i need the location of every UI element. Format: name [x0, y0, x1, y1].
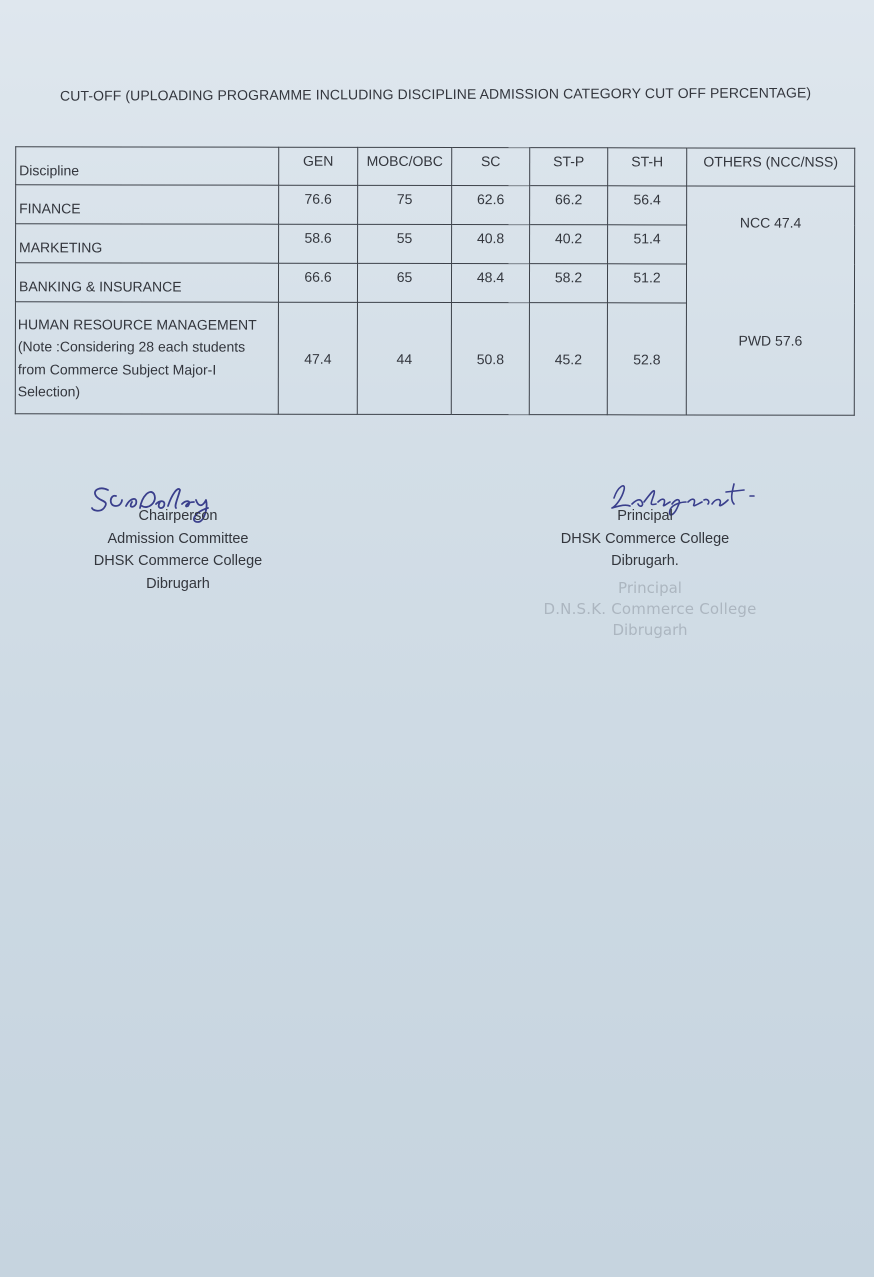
committee-name: Admission Committee — [107, 530, 249, 547]
header-others: OTHERS (NCC/NSS) — [687, 148, 855, 186]
cell-gen: 47.4 — [278, 302, 357, 414]
discipline-note-line: from Commerce Subject Major-I — [17, 360, 217, 378]
cell-gen: 58.6 — [279, 224, 358, 263]
cell-st-h: 52.8 — [607, 303, 686, 415]
chairperson-signature-block — [48, 505, 308, 595]
chairperson-title: Chairperson — [138, 508, 218, 524]
cell-st-h: 51.2 — [607, 264, 686, 303]
header-sc: SC — [452, 148, 530, 186]
cell-discipline: MARKETING — [16, 224, 279, 263]
cell-st-h: 51.4 — [608, 225, 687, 264]
others-ncc: NCC 47.4 — [739, 214, 802, 231]
header-gen: GEN — [279, 147, 358, 185]
header-st-h: ST-H — [608, 148, 687, 186]
cell-gen: 66.6 — [278, 263, 357, 302]
cell-discipline — [15, 302, 278, 414]
document-title: CUT-OFF (UPLOADING PROGRAMME INCLUDING DISCIPLINE ADMISSION CATEGORY CUT OFF PERCENTAGE) — [59, 84, 812, 104]
college-city: Dibrugarh. — [611, 553, 679, 569]
header-discipline: Discipline — [16, 147, 279, 185]
cutoff-table — [15, 146, 855, 415]
stamp-line: D.N.S.K. Commerce College — [543, 600, 757, 618]
college-name: DHSK Commerce College — [93, 553, 263, 569]
cell-sc: 50.8 — [451, 303, 529, 415]
stamp-line: Dibrugarh — [612, 621, 688, 639]
cell-st-p: 40.2 — [530, 225, 608, 264]
principal-stamp — [500, 578, 800, 641]
cell-mobc-obc: 55 — [358, 224, 452, 263]
cell-st-h: 56.4 — [608, 186, 687, 225]
principal-signature-block — [520, 505, 770, 573]
cell-gen: 76.6 — [279, 185, 358, 224]
others-pwd: PWD 57.6 — [738, 332, 803, 349]
principal-title: Principal — [617, 508, 673, 524]
cell-sc: 48.4 — [451, 264, 529, 303]
table-row-finance — [16, 185, 855, 225]
cell-others — [686, 186, 854, 415]
discipline-note-line: (Note :Considering 28 each students — [17, 338, 246, 355]
cell-sc: 62.6 — [452, 186, 530, 225]
cell-sc: 40.8 — [452, 225, 530, 264]
stamp-line: Principal — [618, 579, 682, 597]
cell-st-p: 58.2 — [529, 264, 607, 303]
cell-discipline: BANKING & INSURANCE — [15, 263, 278, 302]
discipline-note-line: Selection) — [17, 383, 81, 400]
cell-mobc-obc: 75 — [358, 185, 452, 224]
table-header-row — [16, 147, 855, 186]
discipline-line: HUMAN RESOURCE MANAGEMENT — [17, 315, 257, 333]
cell-st-p: 66.2 — [530, 186, 608, 225]
cell-st-p: 45.2 — [529, 303, 607, 415]
college-city: Dibrugarh — [146, 575, 210, 592]
cell-mobc-obc: 65 — [357, 263, 451, 302]
cell-mobc-obc: 44 — [357, 302, 451, 414]
header-mobc-obc: MOBC/OBC — [358, 147, 452, 185]
header-st-p: ST-P — [530, 148, 608, 186]
college-name: DHSK Commerce College — [560, 530, 730, 547]
cell-discipline: FINANCE — [16, 185, 279, 224]
